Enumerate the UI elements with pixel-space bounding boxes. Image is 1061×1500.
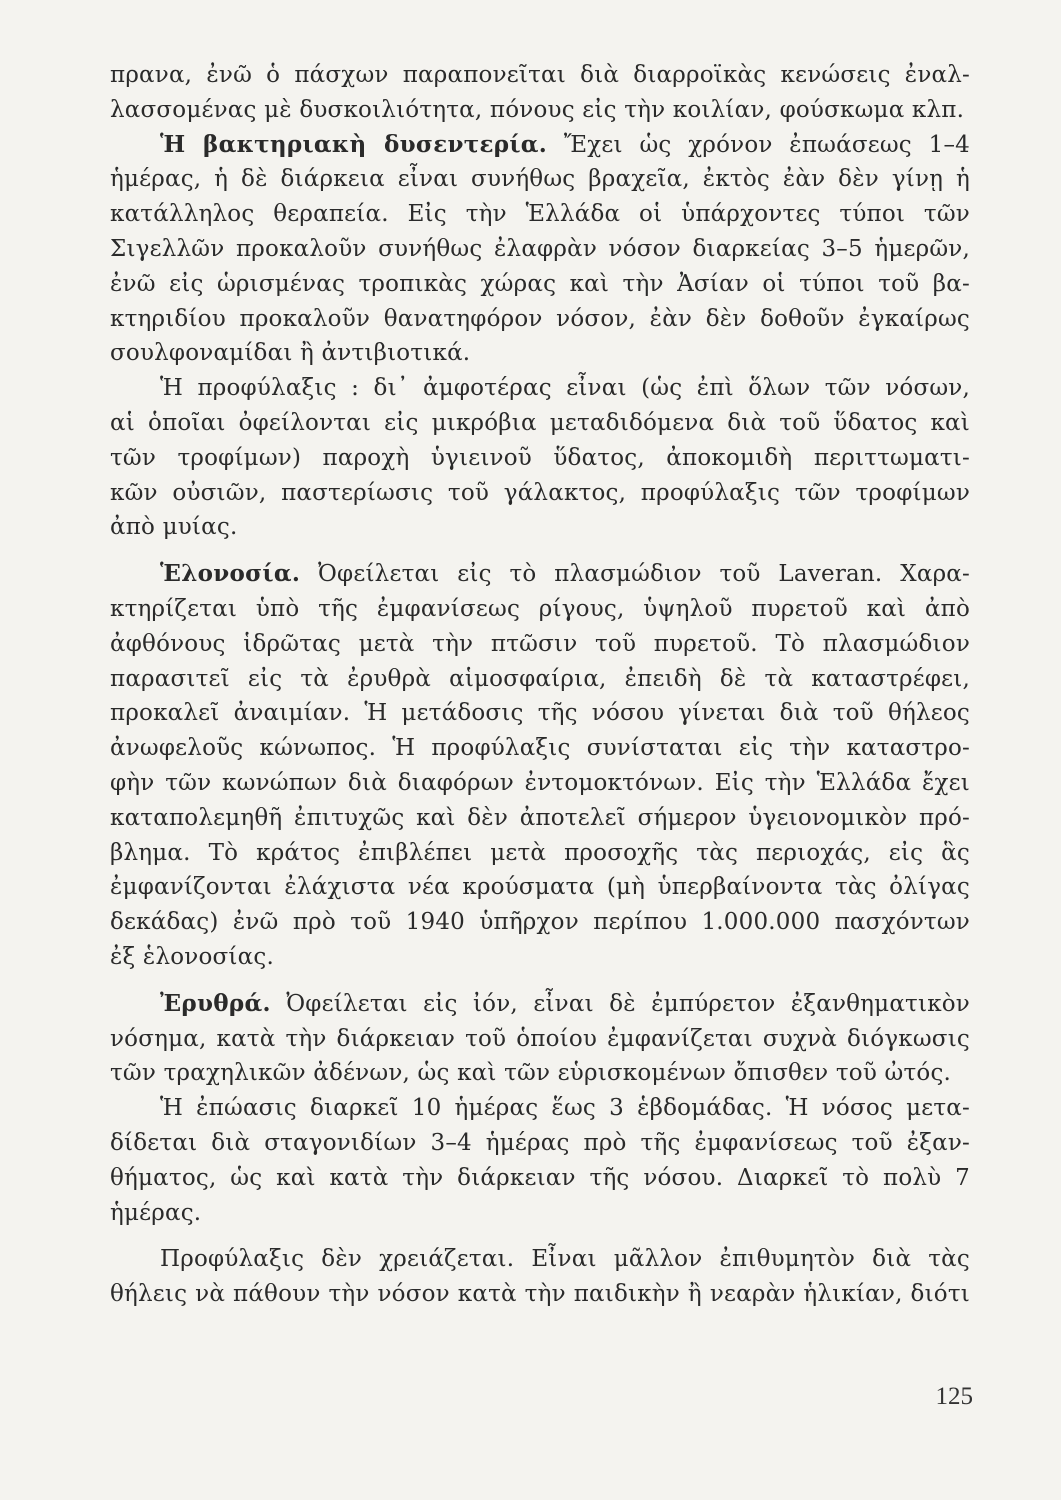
- text-line: κτηριδίου προκαλοῦν θανατηφόρον νόσον, ἐὰν δὲν δοθοῦν ἐγκαίρως: [110, 305, 970, 332]
- text-line: κατάλληλος θεραπεία. Εἰς τὴν Ἑλλάδα οἱ ὑπάρχοντες τύποι τῶν: [110, 201, 970, 228]
- text-span: Ὀφείλεται εἰς ἰόν, εἶναι δὲ ἐμπύρετον ἐξανθηματικὸν: [270, 990, 970, 1017]
- text-line: ἡμέρας, ἡ δὲ διάρκεια εἶναι συνήθως βραχεῖα, ἐκτὸς ἐὰν δὲν γίνῃ ἡ: [110, 166, 970, 193]
- text-line: Ἡ ἐπώασις διαρκεῖ 10 ἡμέρας ἕως 3 ἑβδομάδας. Ἡ νόσος μετα-: [160, 1095, 970, 1122]
- text-line: τῶν τραχηλικῶν ἀδένων, ὡς καὶ τῶν εὑρισκομένων ὄπισθεν τοῦ ὠτός.: [110, 1060, 952, 1087]
- text-line: ἀνωφελοῦς κώνωπος. Ἡ προφύλαξις συνίσταται εἰς τὴν καταστρο-: [110, 735, 970, 762]
- text-line: κτηρίζεται ὑπὸ τῆς ἐμφανίσεως ρίγους, ὑψηλοῦ πυρετοῦ καὶ ἀπὸ: [110, 595, 970, 622]
- text-span: Ἔχει ὡς χρόνον ἐπωάσεως 1–4: [547, 131, 970, 158]
- text-line: δίδεται διὰ σταγονιδίων 3–4 ἡμέρας πρὸ τῆς ἐμφανίσεως τοῦ ἐξαν-: [110, 1129, 970, 1156]
- text-line: τῶν τροφίμων) παροχὴ ὑγιεινοῦ ὕδατος, ἀποκομιδὴ περιττωματι-: [110, 444, 970, 471]
- text-line: Ἡ προφύλαξις : δι᾽ ἀμφοτέρας εἶναι (ὡς ἐπὶ ὅλων τῶν νόσων,: [160, 375, 970, 402]
- text-line: ἐνῶ εἰς ὡρισμένας τροπικὰς χώρας καὶ τὴν Ἀσίαν οἱ τύποι τοῦ βα-: [110, 270, 970, 297]
- section-heading-malaria: Ἑλονοσία.: [160, 560, 301, 588]
- text-line: αἱ ὁποῖαι ὀφείλονται εἰς μικρόβια μεταδιδόμενα διὰ τοῦ ὕδατος καὶ: [110, 409, 970, 436]
- section-first-line: [110, 557, 970, 592]
- text-line: παρασιτεῖ εἰς τὰ ἐρυθρὰ αἱμοσφαίρια, ἐπειδὴ δὲ τὰ καταστρέφει,: [110, 665, 970, 692]
- section-heading-rubella: Ἐρυθρά.: [160, 989, 271, 1017]
- section-first-line: [110, 987, 970, 1022]
- text-line: σουλφοναμίδαι ἢ ἀντιβιοτικά.: [110, 340, 471, 367]
- text-line: δεκάδας) ἐνῶ πρὸ τοῦ 1940 ὑπῆρχον περίπου 1.000.000 πασχόντων: [110, 909, 970, 936]
- text-line: Προφύλαξις δὲν χρειάζεται. Εἶναι μᾶλλον ἐπιθυμητὸν διὰ τὰς: [160, 1246, 970, 1273]
- section-heading-bacterial-dysentery: Ἡ βακτηριακὴ δυσεντερία.: [160, 130, 548, 158]
- text-line: πρανα, ἐνῶ ὁ πάσχων παραπονεῖται διὰ διαρροϊκὰς κενώσεις ἐναλ-: [110, 62, 970, 88]
- text-line: προκαλεῖ ἀναιμίαν. Ἡ μετάδοσις τῆς νόσου γίνεται διὰ τοῦ θήλεος: [110, 700, 970, 727]
- text-line: ἀπὸ μυίας.: [110, 514, 238, 541]
- text-line: ἡμέρας.: [110, 1199, 202, 1226]
- text-line: καταπολεμηθῆ ἐπιτυχῶς καὶ δὲν ἀποτελεῖ σήμερον ὑγειονομικὸν πρό-: [110, 804, 970, 831]
- section-first-line: [110, 128, 970, 163]
- text-line: λασσομένας μὲ δυσκοιλιότητα, πόνους εἰς τὴν κοιλίαν, φούσκωμα κλπ.: [110, 96, 965, 123]
- text-line: ἀφθόνους ἱδρῶτας μετὰ τὴν πτῶσιν τοῦ πυρετοῦ. Τὸ πλασμώδιον: [110, 630, 970, 657]
- text-line: βλημα. Τὸ κράτος ἐπιβλέπει μετὰ προσοχῆς τὰς περιοχάς, εἰς ἃς: [110, 839, 970, 866]
- text-line: ἐμφανίζονται ἐλάχιστα νέα κρούσματα (μὴ ὑπερβαίνοντα τὰς ὀλίγας: [110, 874, 970, 901]
- text-line: νόσημα, κατὰ τὴν διάρκειαν τοῦ ὁποίου ἐμφανίζεται συχνὰ διόγκωσις: [110, 1025, 970, 1052]
- text-line: θήματος, ὡς καὶ κατὰ τὴν διάρκειαν τῆς νόσου. Διαρκεῖ τὸ πολὺ 7: [110, 1164, 970, 1191]
- text-line: Σιγελλῶν προκαλοῦν συνήθως ἐλαφρὰν νόσον διαρκείας 3–5 ἡμερῶν,: [110, 235, 970, 262]
- text-line: θήλεις νὰ πάθουν τὴν νόσον κατὰ τὴν παιδικὴν ἢ νεαρὰν ἡλικίαν, διότι: [110, 1281, 970, 1308]
- text-line: φὴν τῶν κωνώπων διὰ διαφόρων ἐντομοκτόνων. Εἰς τὴν Ἑλλάδα ἔχει: [110, 769, 970, 796]
- page-text: [110, 58, 970, 1312]
- text-span: Ὀφείλεται εἰς τὸ πλασμώδιον τοῦ Laveran. Χαρα-: [300, 561, 970, 588]
- page-number: 125: [935, 1383, 973, 1410]
- text-line: κῶν οὐσιῶν, παστερίωσις τοῦ γάλακτος, προφύλαξις τῶν τροφίμων: [110, 479, 970, 506]
- text-line: ἐξ ἑλονοσίας.: [110, 943, 274, 970]
